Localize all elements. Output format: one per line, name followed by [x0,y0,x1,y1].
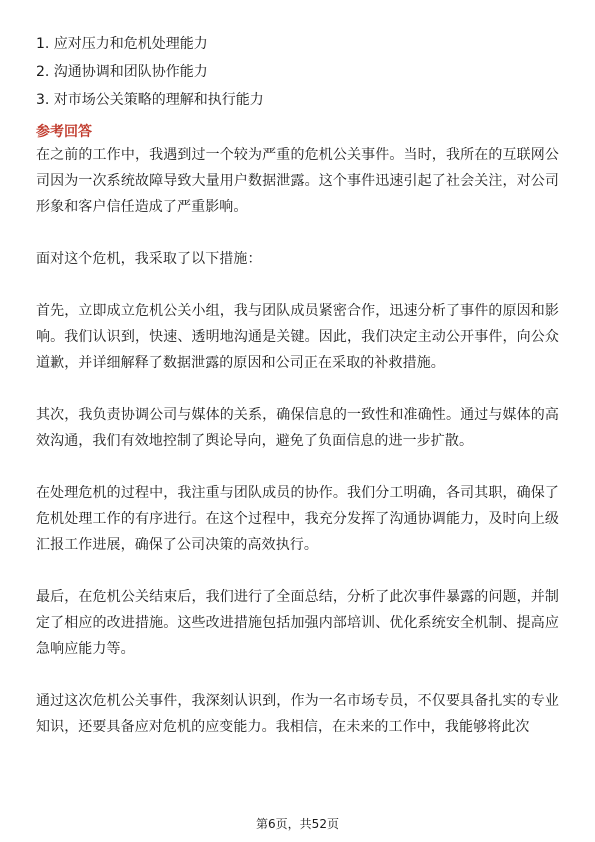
list-item: 3. 对市场公关策略的理解和执行能力 [36,92,264,108]
list-item: 2. 沟通协调和团队协作能力 [36,64,208,80]
paragraph: 通过这次危机公关事件，我深刻认识到，作为一名市场专员，不仅要具备扎实的专业知识，还要具备应对危机的应变能力。我相信，在未来的工作中，我能够将此次 [36,693,559,735]
list-item: 1. 应对压力和危机处理能力 [36,36,208,52]
page-number: 第6页，共52页 [256,817,339,831]
paragraph: 其次，我负责协调公司与媒体的关系，确保信息的一致性和准确性。通过与媒体的高效沟通，我们有效地控制了舆论导向，避免了负面信息的进一步扩散。 [36,407,559,449]
paragraph: 最后，在危机公关结束后，我们进行了全面总结，分析了此次事件暴露的问题，并制定了相应的改进措施。这些改进措施包括加强内部培训、优化系统安全机制、提高应急响应能力等。 [36,589,559,657]
paragraph: 首先，立即成立危机公关小组，我与团队成员紧密合作，迅速分析了事件的原因和影响。我们认识到，快速、透明地沟通是关键。因此，我们决定主动公开事件，向公众道歉，并详细解释了数据泄露的原因和公司正在采取的补救措施。 [36,303,559,371]
paragraph: 面对这个危机，我采取了以下措施： [36,251,262,267]
answer-heading: 参考回答 [36,124,92,140]
answer-body [36,142,559,740]
paragraph: 在处理危机的过程中，我注重与团队成员的协作。我们分工明确，各司其职，确保了危机处理工作的有序进行。在这个过程中，我充分发挥了沟通协调能力，及时向上级汇报工作进展，确保了公司决策的高效执行。 [36,485,559,553]
paragraph: 在之前的工作中，我遇到过一个较为严重的危机公关事件。当时，我所在的互联网公司因为一次系统故障导致大量用户数据泄露。这个事件迅速引起了社会关注，对公司形象和客户信任造成了严重影响。 [36,147,559,215]
ability-list [36,34,559,118]
page-content [36,34,559,740]
